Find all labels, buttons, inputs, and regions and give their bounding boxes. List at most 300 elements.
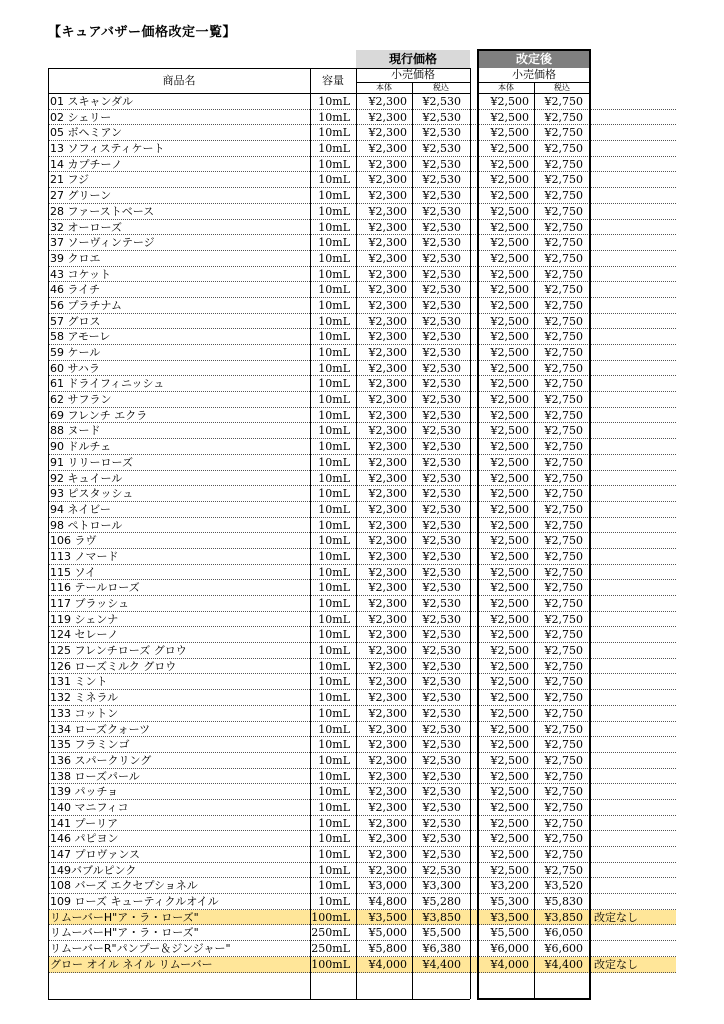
- product-name-cell: リムーバーH"ア・ラ・ローズ": [50, 910, 199, 924]
- note-cell: [592, 471, 676, 487]
- note-cell: [592, 361, 676, 377]
- revised-box-right: [589, 49, 591, 1000]
- product-name-cell: 62 サフラン: [50, 393, 112, 407]
- current-base-price-cell: ¥2,300: [368, 502, 407, 516]
- note-cell: [592, 125, 676, 141]
- volume-cell: 10mL: [318, 173, 350, 187]
- volume-cell: 10mL: [318, 863, 350, 877]
- product-name-cell: リムーバーR"パンプー＆ジンジャー": [50, 942, 231, 956]
- note-cell: [592, 878, 676, 894]
- note-cell: [592, 314, 676, 330]
- volume-cell: 10mL: [318, 204, 350, 218]
- current-tax-price-cell: ¥2,530: [422, 769, 461, 783]
- note-cell: [592, 423, 676, 439]
- volume-cell: 10mL: [318, 251, 350, 265]
- note-cell: [592, 345, 676, 361]
- page-title: 【キュアバザー価格改定一覧】: [48, 25, 236, 40]
- revised-base-price-cell: ¥2,500: [490, 142, 529, 156]
- table-row: [48, 816, 676, 832]
- product-name-cell: 39 クロエ: [50, 251, 101, 265]
- table-row: [48, 565, 676, 581]
- product-name-cell: 59 ケール: [50, 346, 101, 359]
- revised-box-bottom: [477, 998, 591, 1000]
- note-cell: [592, 204, 676, 220]
- volume-cell: 10mL: [318, 189, 350, 203]
- current-tax-price-cell: ¥2,530: [422, 502, 461, 516]
- revised-tax-price-cell: ¥2,750: [544, 675, 583, 689]
- product-name-header: 商品名: [162, 74, 196, 87]
- volume-cell: 10mL: [318, 298, 350, 312]
- note-cell: [592, 329, 676, 345]
- revised-tax-price-cell: ¥2,750: [544, 487, 583, 501]
- current-base-price-cell: ¥2,300: [368, 832, 407, 846]
- volume-cell: 10mL: [318, 722, 350, 736]
- product-name-cell: 13 ソフィスティケート: [50, 142, 165, 156]
- border-revised-mid: [534, 82, 535, 999]
- revised-tax-price-cell: ¥2,750: [544, 534, 583, 548]
- product-name-cell: 135 フラミンゴ: [50, 738, 130, 752]
- current-base-price-cell: ¥2,300: [368, 549, 407, 563]
- product-name-cell: 134 ローズクォーツ: [50, 722, 151, 736]
- table-row: [48, 423, 676, 439]
- table-row: [48, 251, 676, 267]
- note-cell: [592, 533, 676, 549]
- revised-tax-price-cell: ¥2,750: [544, 173, 583, 187]
- revised-tax-price-cell: ¥2,750: [544, 800, 583, 814]
- volume-cell: 10mL: [318, 738, 350, 752]
- revised-base-price-cell: ¥2,500: [490, 769, 529, 783]
- revised-base-price-cell: ¥2,500: [490, 612, 529, 626]
- revised-tax-price-cell: ¥2,750: [544, 518, 583, 532]
- revised-tax-price-cell: ¥2,750: [544, 502, 583, 516]
- current-base-price-cell: ¥2,300: [368, 361, 407, 375]
- revised-tax-price-cell: ¥2,750: [544, 330, 583, 344]
- current-base-price-cell: ¥2,300: [368, 283, 407, 297]
- revised-base-price-cell: ¥3,200: [490, 879, 529, 893]
- revised-base-price-cell: ¥4,000: [490, 957, 529, 971]
- current-base-price-cell: ¥2,300: [368, 110, 407, 124]
- volume-cell: 10mL: [318, 879, 350, 893]
- current-base-price-cell: ¥2,300: [368, 267, 407, 281]
- table-row: [48, 376, 676, 392]
- current-tax-price-cell: ¥3,300: [422, 879, 461, 893]
- note-cell: [592, 408, 676, 424]
- current-base-price-cell: ¥2,300: [368, 424, 407, 438]
- current-base-price-cell: ¥4,800: [368, 895, 407, 909]
- table-row: [48, 925, 676, 941]
- volume-cell: 250mL: [311, 942, 350, 956]
- revised-tax-price-cell: ¥2,750: [544, 706, 583, 720]
- note-cell: [592, 235, 676, 251]
- revised-base-price-cell: ¥2,500: [490, 565, 529, 579]
- current-tax-price-cell: ¥2,530: [422, 534, 461, 548]
- table-row: [48, 282, 676, 298]
- volume-cell: 10mL: [318, 691, 350, 705]
- volume-cell: 10mL: [318, 455, 350, 469]
- revised-base-price-cell: ¥2,500: [490, 361, 529, 375]
- revised-tax-price-cell: ¥2,750: [544, 377, 583, 391]
- revised-tax-price-cell: ¥3,520: [544, 879, 583, 893]
- revised-base-price-cell: ¥2,500: [490, 110, 529, 124]
- volume-cell: 10mL: [318, 895, 350, 909]
- current-base-price-cell: ¥2,300: [368, 644, 407, 658]
- current-tax-price-cell: ¥2,530: [422, 283, 461, 297]
- volume-cell: 10mL: [318, 706, 350, 720]
- product-name-cell: 139 パッチョ: [50, 785, 119, 799]
- note-cell: [592, 674, 676, 690]
- volume-cell: 10mL: [318, 393, 350, 407]
- current-base-price-cell: ¥2,300: [368, 848, 407, 861]
- current-base-price-cell: ¥2,300: [368, 393, 407, 407]
- border-current-mid: [412, 82, 413, 999]
- table-row: [48, 831, 676, 847]
- revised-base-price-cell: ¥2,500: [490, 659, 529, 673]
- table-row: [48, 188, 676, 204]
- current-tax-price-cell: ¥2,530: [422, 189, 461, 203]
- revised-tax-price-cell: ¥2,750: [544, 236, 583, 250]
- table-row: [48, 580, 676, 596]
- current-tax-price-cell: ¥2,530: [422, 863, 461, 877]
- revised-tax-price-cell: ¥2,750: [544, 440, 583, 454]
- volume-cell: 10mL: [318, 126, 350, 140]
- table-row: [48, 878, 676, 894]
- table-row: [48, 847, 676, 863]
- current-tax-price-cell: ¥2,530: [422, 628, 461, 642]
- current-tax-price-cell: ¥2,530: [422, 267, 461, 281]
- revised-base-price-cell: ¥2,500: [490, 95, 529, 108]
- table-row: [48, 439, 676, 455]
- current-tax-price-cell: ¥2,530: [422, 393, 461, 407]
- current-base-price-cell: ¥2,300: [368, 581, 407, 595]
- note-cell: [592, 157, 676, 173]
- volume-cell: 100mL: [311, 910, 350, 924]
- volume-cell: 10mL: [318, 628, 350, 642]
- current-base-price-cell: ¥2,300: [368, 706, 407, 720]
- border-left: [48, 68, 49, 999]
- current-base-price-cell: ¥4,000: [368, 957, 407, 971]
- product-name-cell: 140 マニフィコ: [50, 800, 129, 814]
- revised-base-price-cell: ¥2,500: [490, 424, 529, 438]
- table-row: [48, 94, 676, 110]
- note-cell: [592, 690, 676, 706]
- product-name-cell: 60 サハラ: [50, 361, 100, 375]
- revised-base-price-cell: ¥2,500: [490, 346, 529, 359]
- current-tax-price-cell: ¥2,530: [422, 157, 461, 171]
- note-cell: [592, 172, 676, 188]
- revised-price-header: 改定後: [478, 50, 590, 68]
- revised-base-price-cell: ¥2,500: [490, 173, 529, 187]
- note-cell: [592, 941, 676, 957]
- volume-cell: 10mL: [318, 471, 350, 485]
- revised-tax-price-cell: ¥2,750: [544, 769, 583, 783]
- current-tax-price-cell: ¥4,400: [422, 957, 461, 971]
- current-base-price-cell: ¥2,300: [368, 220, 407, 234]
- table-row: [48, 690, 676, 706]
- note-cell: [592, 110, 676, 126]
- revised-tax-price-cell: ¥2,750: [544, 283, 583, 297]
- revised-tax-price-cell: ¥2,750: [544, 644, 583, 658]
- current-tax-price-cell: ¥2,530: [422, 408, 461, 422]
- border-volume-price: [356, 68, 357, 999]
- product-name-cell: 141 プーリア: [50, 816, 119, 830]
- current-tax-price-cell: ¥2,530: [422, 800, 461, 814]
- revised-base-price-cell: ¥2,500: [490, 644, 529, 658]
- revised-tax-price-cell: ¥2,750: [544, 204, 583, 218]
- current-base-price-cell: ¥5,000: [368, 926, 407, 940]
- revised-base-price-cell: ¥2,500: [490, 267, 529, 281]
- table-row: [48, 863, 676, 879]
- note-cell: [592, 267, 676, 283]
- product-name-cell: 14 カプチーノ: [50, 157, 123, 171]
- product-name-cell: 61 ドライフィニッシュ: [50, 377, 165, 391]
- revised-base-price-cell: ¥2,500: [490, 800, 529, 814]
- revised-base-price-cell: ¥2,500: [490, 738, 529, 752]
- current-base-price-cell: ¥2,300: [368, 408, 407, 422]
- revised-tax-price-cell: ¥2,750: [544, 471, 583, 485]
- revised-retail-header: 小売価格: [512, 68, 556, 81]
- product-name-cell: 43 コケット: [50, 267, 111, 281]
- volume-cell: 10mL: [318, 236, 350, 250]
- table-row: [48, 941, 676, 957]
- volume-cell: 10mL: [318, 220, 350, 234]
- revised-tax-price-cell: ¥2,750: [544, 408, 583, 422]
- revised-tax-price-cell: ¥2,750: [544, 95, 583, 108]
- table-row: [48, 659, 676, 675]
- product-name-cell: 69 フレンチ エクラ: [50, 408, 148, 422]
- table-row: [48, 957, 676, 973]
- revised-tax-price-cell: ¥2,750: [544, 424, 583, 438]
- revised-tax-price-cell: ¥2,750: [544, 597, 583, 610]
- revised-base-price-cell: ¥6,000: [490, 942, 529, 956]
- current-tax-price-cell: ¥2,530: [422, 612, 461, 626]
- note-cell: [592, 580, 676, 596]
- product-name-cell: 58 アモーレ: [50, 330, 111, 344]
- current-base-price-cell: ¥2,300: [368, 471, 407, 485]
- current-tax-price-cell: ¥2,530: [422, 126, 461, 140]
- table-row: [48, 220, 676, 236]
- table-row: [48, 596, 676, 612]
- volume-cell: 10mL: [318, 142, 350, 156]
- table-row: [48, 627, 676, 643]
- current-tax-price-cell: ¥2,530: [422, 816, 461, 830]
- table-row: [48, 769, 676, 785]
- current-base-price-cell: ¥3,500: [368, 910, 407, 924]
- current-base-price-cell: ¥2,300: [368, 863, 407, 877]
- table-row: [48, 784, 676, 800]
- volume-cell: 10mL: [318, 848, 350, 861]
- volume-cell: 10mL: [318, 565, 350, 579]
- volume-cell: 10mL: [318, 785, 350, 799]
- revised-tax-price-cell: ¥3,850: [544, 910, 583, 924]
- revised-tax-price-cell: ¥2,750: [544, 142, 583, 156]
- current-tax-price-cell: ¥2,530: [422, 361, 461, 375]
- current-tax-price-cell: ¥2,530: [422, 738, 461, 752]
- table-row: [48, 408, 676, 424]
- note-cell: [592, 643, 676, 659]
- product-name-cell: 56 プラチナム: [50, 298, 122, 312]
- note-cell: [592, 847, 676, 863]
- revised-tax-price-cell: ¥2,750: [544, 832, 583, 846]
- current-base-price-cell: ¥2,300: [368, 346, 407, 359]
- note-cell: [592, 737, 676, 753]
- volume-cell: 10mL: [318, 534, 350, 548]
- product-name-cell: 133 コットン: [50, 706, 119, 720]
- current-base-price-cell: ¥2,300: [368, 173, 407, 187]
- current-base-price-cell: ¥2,300: [368, 753, 407, 767]
- revised-tax-price-cell: ¥2,750: [544, 549, 583, 563]
- volume-header: 容量: [322, 74, 344, 87]
- note-cell: [592, 925, 676, 941]
- current-base-price-cell: ¥2,300: [368, 722, 407, 736]
- current-tax-price-cell: ¥2,530: [422, 487, 461, 501]
- current-tax-price-cell: ¥2,530: [422, 455, 461, 469]
- revised-tax-price-cell: ¥2,750: [544, 298, 583, 312]
- volume-cell: 10mL: [318, 157, 350, 171]
- revised-base-price-cell: ¥2,500: [490, 330, 529, 344]
- revised-base-price-cell: ¥2,500: [490, 440, 529, 454]
- product-name-cell: 146 パピヨン: [50, 832, 119, 846]
- volume-cell: 10mL: [318, 95, 350, 108]
- current-base-price-cell: ¥2,300: [368, 298, 407, 312]
- revised-base-price-cell: ¥2,500: [490, 283, 529, 297]
- table-row: [48, 329, 676, 345]
- volume-cell: 10mL: [318, 581, 350, 595]
- note-cell: [592, 220, 676, 236]
- current-tax-price-cell: ¥2,530: [422, 706, 461, 720]
- current-base-price-cell: ¥2,300: [368, 659, 407, 673]
- product-name-cell: 115 ソイ: [50, 565, 96, 579]
- volume-cell: 10mL: [318, 549, 350, 563]
- note-cell: [592, 816, 676, 832]
- product-name-cell: 113 ノマード: [50, 549, 119, 563]
- revised-tax-price-cell: ¥2,750: [544, 267, 583, 281]
- revised-tax-price-cell: ¥2,750: [544, 785, 583, 799]
- product-name-cell: 02 シェリー: [50, 110, 112, 124]
- revised-tax-price-cell: ¥2,750: [544, 393, 583, 407]
- product-name-cell: 91 リリーローズ: [50, 455, 133, 469]
- revised-tax-price-cell: ¥2,750: [544, 612, 583, 626]
- table-row: [48, 706, 676, 722]
- current-base-price-cell: ¥2,300: [368, 675, 407, 689]
- current-base-price-cell: ¥2,300: [368, 597, 407, 610]
- revised-base-price-cell: ¥2,500: [490, 487, 529, 501]
- revised-tax-price-cell: ¥2,750: [544, 110, 583, 124]
- border-product-volume: [310, 68, 311, 999]
- note-cell: [592, 392, 676, 408]
- revised-tax-price-cell: ¥4,400: [544, 957, 583, 971]
- revised-base-price-cell: ¥2,500: [490, 581, 529, 595]
- product-name-cell: 108 バーズ エクセプショネル: [50, 879, 198, 893]
- current-tax-price-cell: ¥2,530: [422, 597, 461, 610]
- current-base-header: 本体: [376, 83, 392, 92]
- current-base-price-cell: ¥2,300: [368, 487, 407, 501]
- revised-tax-price-cell: ¥2,750: [544, 816, 583, 830]
- product-name-cell: 05 ボヘミアン: [50, 126, 123, 140]
- product-name-cell: 136 スパークリング: [50, 753, 152, 767]
- current-base-price-cell: ¥2,300: [368, 157, 407, 171]
- revised-base-price-cell: ¥2,500: [490, 785, 529, 799]
- current-tax-price-cell: ¥2,530: [422, 377, 461, 391]
- table-row: [48, 518, 676, 534]
- note-cell: [592, 722, 676, 738]
- border-current-right: [470, 68, 471, 999]
- product-name-cell: 01 スキャンダル: [50, 95, 134, 108]
- volume-cell: 10mL: [318, 769, 350, 783]
- volume-cell: 10mL: [318, 800, 350, 814]
- product-name-cell: 119 シェンナ: [50, 612, 119, 626]
- current-tax-price-cell: ¥2,530: [422, 644, 461, 658]
- product-name-cell: 94 ネイビー: [50, 502, 111, 516]
- note-cell: [592, 612, 676, 628]
- note-cell: [592, 298, 676, 314]
- volume-cell: 10mL: [318, 487, 350, 501]
- volume-cell: 10mL: [318, 597, 350, 610]
- revised-tax-price-cell: ¥2,750: [544, 848, 583, 861]
- current-base-price-cell: ¥2,300: [368, 769, 407, 783]
- current-tax-price-cell: ¥3,850: [422, 910, 461, 924]
- note-cell: [592, 706, 676, 722]
- current-base-price-cell: ¥2,300: [368, 738, 407, 752]
- volume-cell: 10mL: [318, 644, 350, 658]
- revised-tax-price-cell: ¥2,750: [544, 126, 583, 140]
- current-tax-price-cell: ¥2,530: [422, 691, 461, 705]
- revised-box-top: [477, 49, 591, 51]
- table-row: [48, 910, 676, 926]
- note-cell: 改定なし: [594, 910, 638, 924]
- note-cell: [592, 596, 676, 612]
- current-base-price-cell: ¥2,300: [368, 251, 407, 265]
- revised-tax-price-cell: ¥2,750: [544, 863, 583, 877]
- current-tax-price-cell: ¥2,530: [422, 346, 461, 359]
- current-tax-price-cell: ¥2,530: [422, 722, 461, 736]
- table-row: [48, 737, 676, 753]
- note-cell: [592, 863, 676, 879]
- product-name-cell: 117 ブラッシュ: [50, 597, 130, 610]
- revised-base-price-cell: ¥2,500: [490, 816, 529, 830]
- current-tax-price-cell: ¥2,530: [422, 236, 461, 250]
- current-tax-price-cell: ¥2,530: [422, 251, 461, 265]
- table-row: [48, 471, 676, 487]
- product-name-cell: 57 グロス: [50, 314, 101, 328]
- volume-cell: 10mL: [318, 314, 350, 328]
- note-cell: [592, 549, 676, 565]
- current-tax-price-cell: ¥2,530: [422, 440, 461, 454]
- table-row: [48, 753, 676, 769]
- revised-base-price-cell: ¥2,500: [490, 204, 529, 218]
- revised-tax-price-cell: ¥6,600: [544, 942, 583, 956]
- current-base-price-cell: ¥5,800: [368, 942, 407, 956]
- note-cell: [592, 439, 676, 455]
- current-tax-price-cell: ¥2,530: [422, 659, 461, 673]
- note-cell: [592, 784, 676, 800]
- note-cell: [592, 251, 676, 267]
- current-base-price-cell: ¥2,300: [368, 785, 407, 799]
- table-row: [48, 361, 676, 377]
- product-name-cell: 27 グリーン: [50, 189, 112, 203]
- revised-base-price-cell: ¥2,500: [490, 753, 529, 767]
- product-name-cell: 90 ドルチェ: [50, 440, 112, 454]
- product-name-cell: 116 テールローズ: [50, 581, 140, 595]
- revised-tax-price-cell: ¥2,750: [544, 628, 583, 642]
- product-name-cell: 147 プロヴァンス: [50, 848, 141, 861]
- product-name-cell: 149バブルピンク: [50, 863, 137, 877]
- revised-base-price-cell: ¥2,500: [490, 298, 529, 312]
- product-name-cell: 21 フジ: [50, 173, 90, 187]
- volume-cell: 10mL: [318, 659, 350, 673]
- current-base-price-cell: ¥2,300: [368, 142, 407, 156]
- table-row: [48, 612, 676, 628]
- revised-base-price-cell: ¥2,500: [490, 549, 529, 563]
